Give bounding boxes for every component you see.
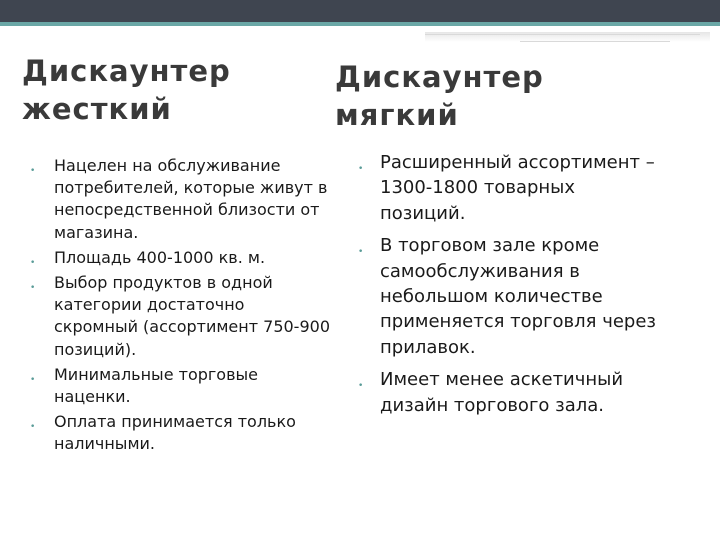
list-item-text: В торговом зале кроме самообслуживания в небольшом количестве применяется торговля через прилавок. <box>380 235 656 358</box>
list-item <box>30 411 330 455</box>
list-item <box>358 233 658 360</box>
list-item-text: Расширенный ассортимент – 1300-1800 товарных позиций. <box>380 152 655 224</box>
bullet-icon: • <box>358 247 364 258</box>
bullet-icon: • <box>358 381 364 392</box>
left-title-line-1: Дискаунтер <box>22 54 231 88</box>
list-item-text: Площадь 400-1000 кв. м. <box>54 247 266 267</box>
list-item <box>358 150 658 226</box>
bullet-icon: • <box>30 422 36 433</box>
list-item <box>30 272 330 361</box>
bullet-icon: • <box>358 164 364 174</box>
list-item-text: Имеет менее аскетичный дизайн торгового зала. <box>380 369 624 416</box>
list-item-text: Нацелен на обслуживание потребителей, которые живут в непосредственной близости от магазина. <box>54 156 328 242</box>
list-item <box>30 155 330 244</box>
right-bullet-list <box>358 150 658 425</box>
list-item <box>30 364 330 408</box>
bullet-icon: • <box>30 166 36 176</box>
right-title-line-1: Дискаунтер <box>335 60 544 94</box>
left-column-title <box>22 52 312 128</box>
top-decorative-line <box>425 34 700 35</box>
list-item-text: Оплата принимается только наличными. <box>54 412 296 454</box>
list-item <box>30 247 330 269</box>
list-item-text: Минимальные торговые наценки. <box>54 364 258 407</box>
bullet-icon: • <box>30 374 36 385</box>
list-item <box>358 367 658 418</box>
top-decorative-line-2 <box>520 41 670 42</box>
top-decorative-band <box>0 0 720 22</box>
list-item-text: Выбор продуктов в одной категории достаточно скромный (ассортимент 750-900 позиций). <box>54 273 330 359</box>
top-accent-stripe <box>0 22 720 26</box>
bullet-icon: • <box>30 283 36 294</box>
bullet-icon: • <box>30 257 36 268</box>
right-title-line-2: мягкий <box>335 98 459 132</box>
left-title-line-2: жесткий <box>22 92 172 126</box>
right-column-title <box>335 58 635 134</box>
left-bullet-list <box>30 155 330 459</box>
